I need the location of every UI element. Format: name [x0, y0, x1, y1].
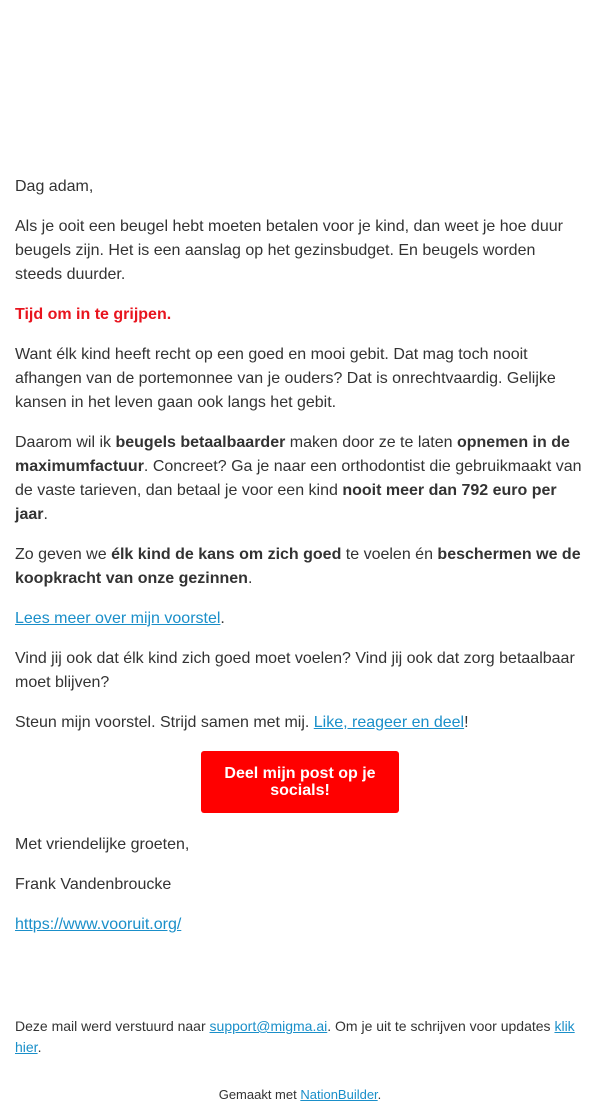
- website-paragraph: [15, 913, 585, 937]
- text: . Concreet? Ga je naar een orthodontist die gebruikmaakt van de vaste tarieven, dan betaal je voor een kind: [15, 458, 582, 499]
- text: Steun mijn voorstel. Strijd samen met mij.: [15, 714, 314, 731]
- support-paragraph: [15, 711, 585, 735]
- bold-text: beschermen we de koopkracht van onze gezinnen: [15, 546, 581, 587]
- unsubscribe-link[interactable]: klik hier: [15, 1018, 575, 1055]
- button-container: [15, 751, 585, 813]
- text: Daarom wil ik: [15, 434, 116, 451]
- read-more-link[interactable]: Lees meer over mijn voorstel: [15, 610, 221, 627]
- proposal-paragraph: [15, 431, 585, 527]
- text: Deze mail werd verstuurd naar: [15, 1018, 210, 1034]
- text: .: [37, 1039, 42, 1055]
- text: maken door ze te laten: [285, 434, 457, 451]
- email-footer: [15, 1016, 585, 1058]
- question-paragraph: Vind jij ook dat élk kind zich goed moet voelen? Vind jij ook dat zorg betaalbaar moet blijven?: [15, 650, 575, 691]
- intro-paragraph: Als je ooit een beugel hebt moeten betalen voor je kind, dan weet je hoe duur beugels zijn. Het is een aanslag op het gezinsbudget. En beugels worden steeds duurder.: [15, 218, 563, 283]
- purpose-paragraph: [15, 543, 585, 591]
- text: Gemaakt met: [218, 1087, 301, 1102]
- text: .: [247, 570, 253, 587]
- bold-text: nooit meer dan 792 euro per jaar: [15, 482, 557, 523]
- text: .: [43, 506, 48, 523]
- email-body: [15, 175, 585, 953]
- rights-paragraph: Want élk kind heeft recht op een goed en mooi gebit. Dat mag toch nooit afhangen van de portemonnee van je ouders? Dat is onrechtvaardig. Gelijke kansen in het leven gaan ook langs het gebit.: [15, 346, 556, 411]
- headline: Tijd om in te grijpen.: [15, 306, 172, 323]
- read-more-paragraph: [15, 607, 585, 631]
- text: .: [220, 610, 225, 627]
- share-link[interactable]: Like, reageer en deel: [313, 714, 465, 731]
- website-link[interactable]: https://www.vooruit.org/: [15, 916, 182, 933]
- made-with-credit: [0, 1086, 600, 1104]
- recipient-email-link[interactable]: support@migma.ai: [209, 1018, 328, 1034]
- nationbuilder-link[interactable]: NationBuilder: [300, 1087, 378, 1102]
- signature: Frank Vandenbroucke: [15, 876, 172, 893]
- text: .: [377, 1087, 382, 1102]
- bold-text: élk kind de kans om zich goed: [111, 546, 342, 563]
- bold-text: beugels betaalbaarder: [115, 434, 286, 451]
- greeting: Dag adam,: [15, 178, 94, 195]
- text: Zo geven we: [15, 546, 112, 563]
- text: !: [464, 714, 469, 731]
- closing: Met vriendelijke groeten,: [15, 836, 190, 853]
- bold-text: opnemen in de maximumfactuur: [15, 434, 570, 475]
- share-post-button[interactable]: Deel mijn post op je socials!: [201, 751, 399, 813]
- text: . Om je uit te schrijven voor updates: [327, 1018, 555, 1034]
- text: te voelen én: [341, 546, 438, 563]
